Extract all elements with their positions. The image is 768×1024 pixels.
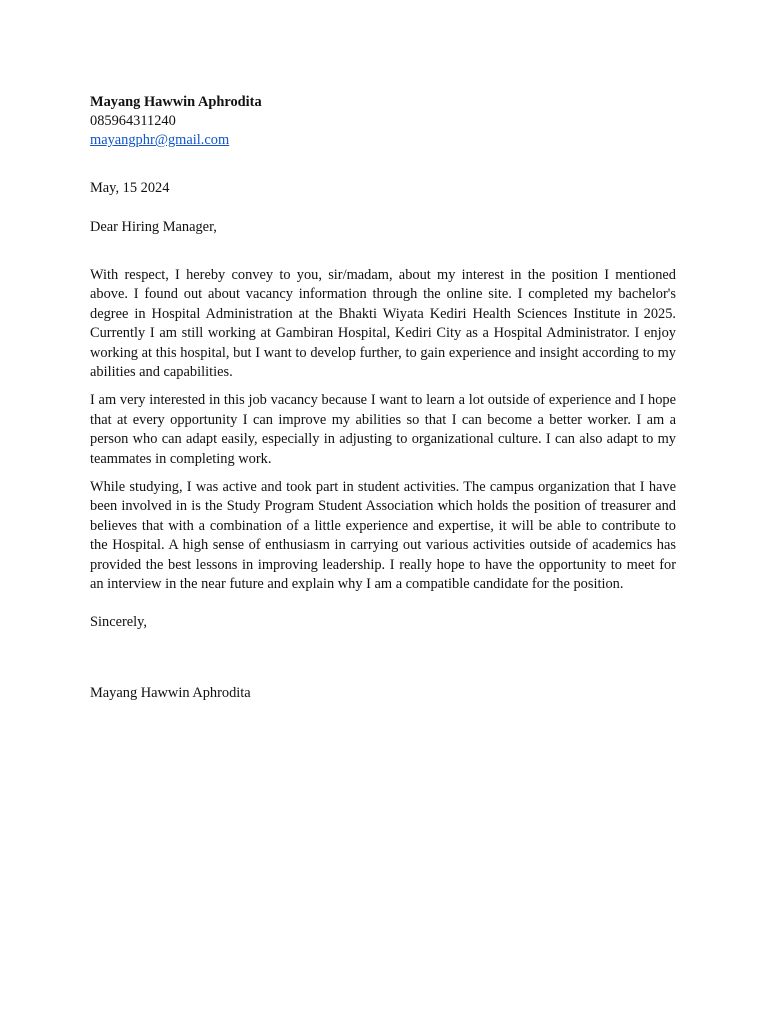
paragraph-3: While studying, I was active and took part in student activities. The campus organization that I have been involved in is the Study Program Student Association which holds the position of treasurer and believes that with a combination of a little experience and expertise, it will be able to contribute to the Hospital. A high sense of enthusiasm in carrying out various activities outside of academics has provided the best lessons in improving leadership. I really hope to have the opportunity to meet for an interview in the near future and explain why I am a compatible candidate for the position. (90, 479, 676, 593)
letter-date: May, 15 2024 (90, 180, 170, 196)
signature-name: Mayang Hawwin Aphrodita (90, 684, 251, 701)
letter-body (90, 93, 676, 703)
paragraph-1: With respect, I hereby convey to you, sir/madam, about my interest in the position I mentioned above. I found out about vacancy information through the online site. I completed my bachelor's degree in Hospital Administration at the Bhakti Wiyata Kediri Health Sciences Institute in 2025. Currently I am still working at Gambiran Hospital, Kediri City as a Hospital Administrator. I enjoy working at this hospital, but I want to develop further, to gain experience and insight according to my abilities and capabilities. (90, 267, 676, 381)
paragraph-2: I am very interested in this job vacancy because I want to learn a lot outside of experience and I hope that at every opportunity I can improve my abilities so that I can become a better worker. I am a person who can adapt easily, especially in adjusting to organizational culture. I can also adapt to my teammates in completing work. (90, 392, 676, 467)
sender-block (90, 93, 676, 150)
sender-email-link[interactable]: mayangphr@gmail.com (90, 132, 230, 148)
salutation: Dear Hiring Manager, (90, 219, 217, 235)
sender-name: Mayang Hawwin Aphrodita (90, 94, 262, 110)
sender-phone: 085964311240 (90, 113, 176, 129)
closing: Sincerely, (90, 613, 148, 630)
